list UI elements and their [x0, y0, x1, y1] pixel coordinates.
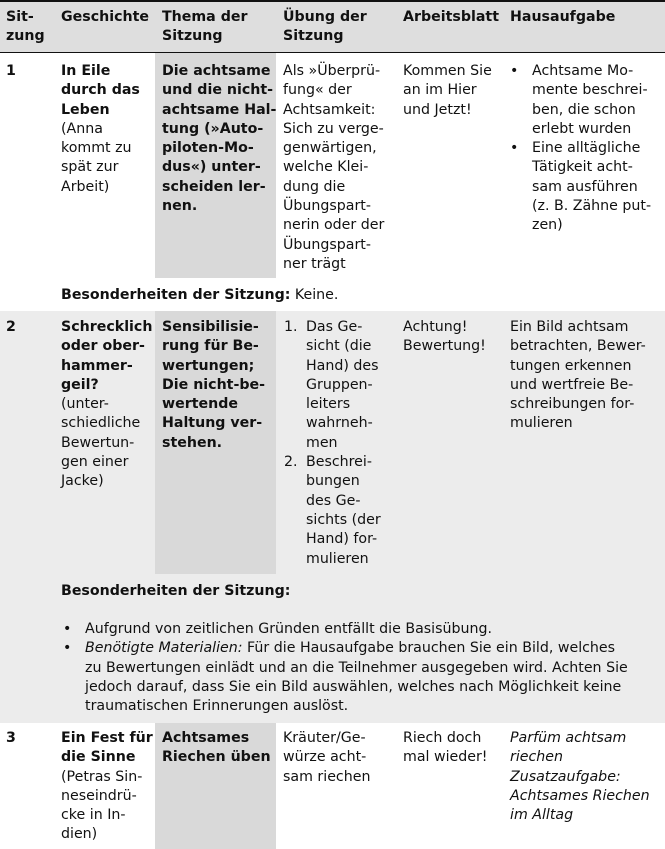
list-item: • Benötigte Materialien: Für die Hausaufgabe brauchen Sie ein Bild, welches zu Bewertungen einlädt und an die Teilnehmer ausgegeben wird. Achten Sie jedoch darauf, dass Sie ein Bild auswählen, welches nach Möglichkeit keine traumatischen Erinnerungen auslöst.	[61, 639, 641, 716]
row1-thema: Die achtsame und die nicht- achtsame Hal- tung (»Auto- piloten-Mo- dus«) unter- scheiden ler- nen.	[162, 63, 277, 215]
header-geschichte: Geschichte	[61, 9, 149, 25]
row3-thema: Achtsames Riechen üben	[162, 730, 271, 766]
header-arbeitsblatt: Arbeitsblatt	[403, 9, 500, 25]
list-item: 1. Das Ge- sicht (die Hand) des Gruppen- leiters wahrneh- men	[284, 319, 379, 451]
header-rule	[0, 52, 665, 53]
row2-geschichte: Schrecklich oder ober- hammer- geil? (unter- schiedliche Bewertun- gen einer Jacke)	[61, 319, 153, 490]
row2-thema: Sensibilisie- rung für Be- wertungen; Die nicht-be- wertende Haltung ver- stehen.	[162, 319, 266, 451]
row3-hausaufgabe: Parfüm achtsam riechen Zusatzaufgabe: Achtsames Riechen im Alltag	[510, 730, 650, 824]
row3-arbeitsblatt: Riech doch mal wieder!	[403, 730, 488, 766]
row2-besonderheiten: Besonderheiten der Sitzung:	[61, 583, 291, 599]
table-header	[0, 0, 665, 52]
header-hausaufgabe: Hausaufgabe	[510, 9, 616, 25]
row2-hausaufgabe: Ein Bild achtsam betrachten, Bewer- tungen erkennen und wertfreie Be- schreibungen for- mulieren	[510, 319, 646, 432]
row1-number: 1	[6, 63, 16, 79]
header-thema: Thema der Sitzung	[162, 9, 248, 45]
row3-geschichte: Ein Fest für die Sinne (Petras Sin- neseindrü- cke in In- dien)	[61, 730, 153, 843]
row1-uebung: Als »Überprü- fung« der Achtsamkeit: Sich zu verge- genwärtigen, welche Klei- dung die Übungspart- nerin oder der Übungspart- ner trägt	[283, 63, 385, 272]
row1-besonderheiten: Besonderheiten der Sitzung: Keine.	[61, 287, 339, 303]
row1-hausaufgabe	[508, 62, 663, 236]
row1-geschichte: In Eile durch das Leben (Anna kommt zu spät zur Arbeit)	[61, 63, 140, 195]
list-item: • Achtsame Mo- mente beschrei- ben, die schon erlebt wurden	[508, 62, 663, 139]
list-item: • Eine alltägliche Tätigkeit acht- sam ausführen (z. B. Zähne put- zen)	[508, 139, 663, 235]
row3-uebung: Kräuter/Ge- würze acht- sam riechen	[283, 730, 371, 785]
header-uebung: Übung der Sitzung	[283, 9, 367, 45]
row3-number: 3	[6, 730, 16, 746]
row2-notes	[61, 620, 641, 716]
list-item: • Aufgrund von zeitlichen Gründen entfällt die Basisübung.	[61, 620, 641, 639]
row2-uebung	[284, 318, 381, 569]
list-item: 2. Beschrei- bungen des Ge- sichts (der Hand) for- mulieren	[284, 454, 381, 567]
row1-arbeitsblatt: Kommen Sie an im Hier und Jetzt!	[403, 63, 492, 118]
header-sitzung: Sit- zung	[6, 9, 45, 45]
row2-number: 2	[6, 319, 16, 335]
top-rule	[0, 0, 665, 2]
row2-arbeitsblatt: Achtung! Bewertung!	[403, 319, 486, 355]
